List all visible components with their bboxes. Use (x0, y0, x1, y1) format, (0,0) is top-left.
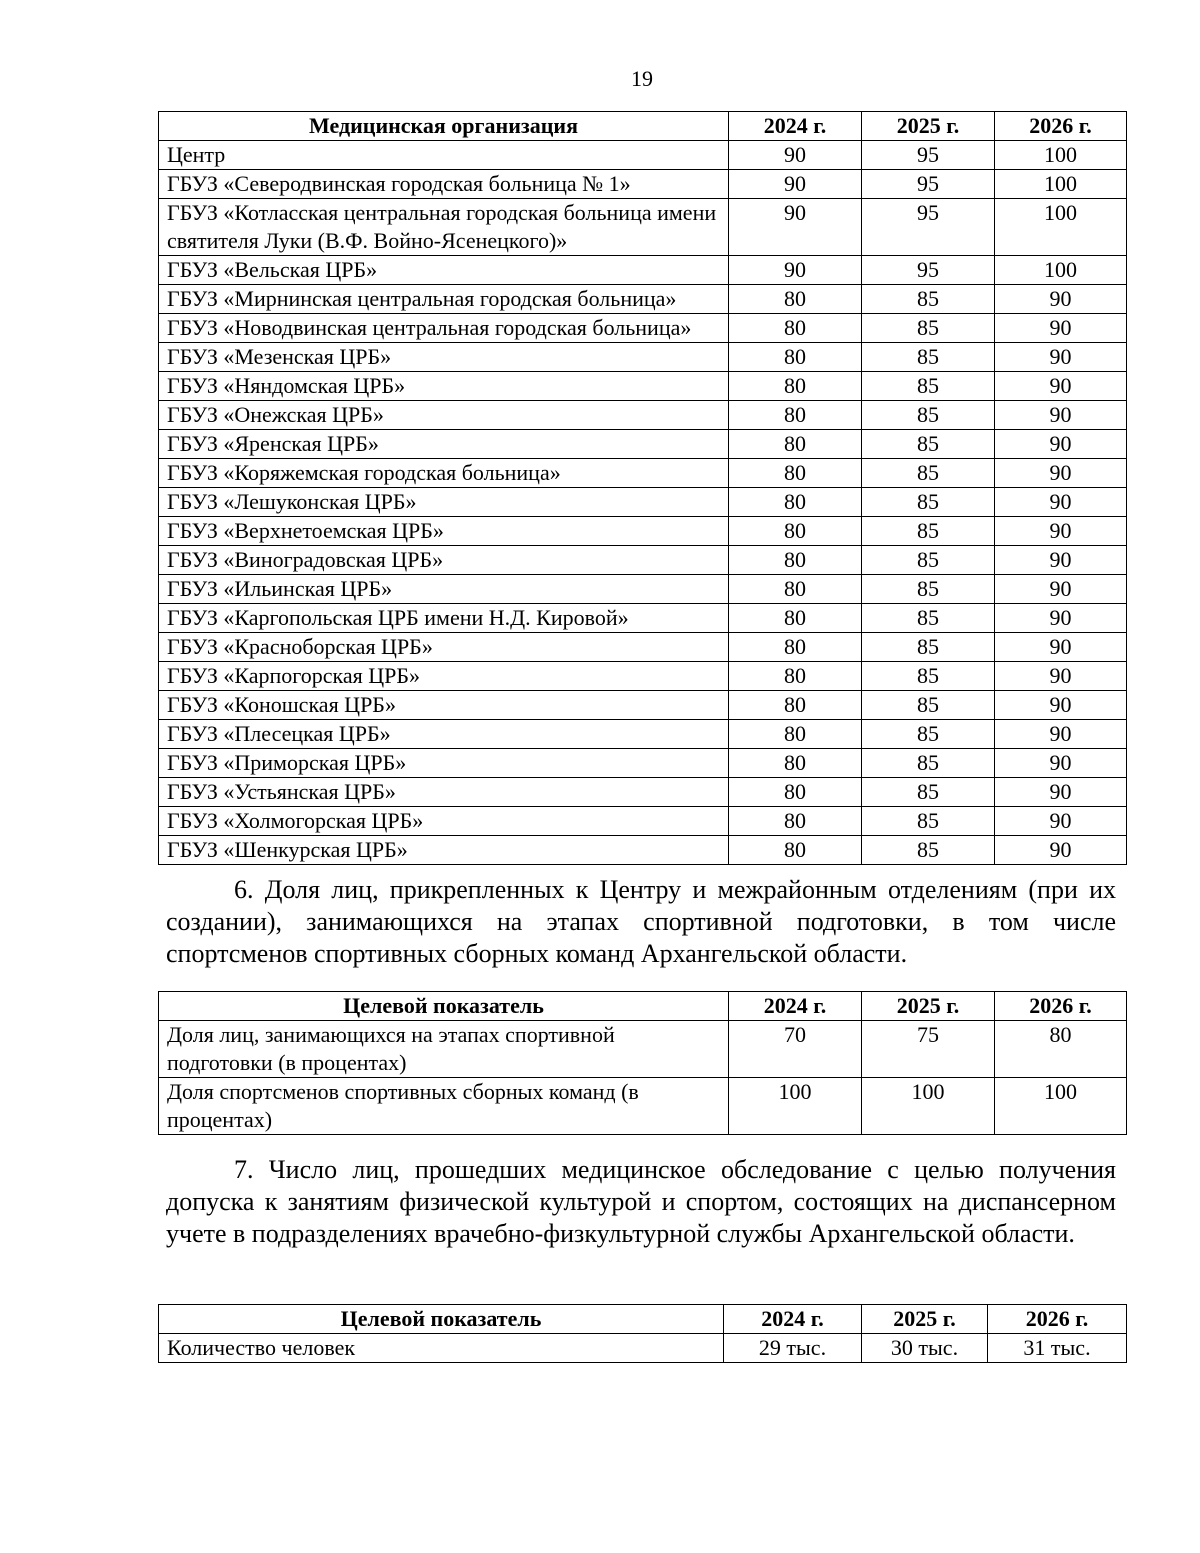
table-row (159, 575, 1127, 604)
table-row (159, 633, 1127, 662)
value-cell: 90 (995, 633, 1127, 662)
table-row (159, 343, 1127, 372)
table-row (159, 141, 1127, 170)
value-cell: 85 (862, 749, 995, 778)
row-label-cell: Центр (159, 141, 729, 170)
table-row (159, 807, 1127, 836)
value-cell: 100 (995, 256, 1127, 285)
value-cell: 90 (995, 749, 1127, 778)
row-label-cell: ГБУЗ «Виноградовская ЦРБ» (159, 546, 729, 575)
value-cell: 85 (862, 633, 995, 662)
column-header: Медицинская организация (159, 112, 729, 141)
value-cell: 90 (995, 604, 1127, 633)
value-cell: 80 (729, 285, 862, 314)
value-cell: 80 (995, 1021, 1127, 1078)
column-header: 2025 г. (862, 1305, 988, 1334)
value-cell: 95 (862, 256, 995, 285)
value-cell: 30 тыс. (862, 1334, 988, 1363)
row-label-cell: ГБУЗ «Каргопольская ЦРБ имени Н.Д. Кировой» (159, 604, 729, 633)
value-cell: 85 (862, 807, 995, 836)
table-body (159, 1334, 1127, 1363)
row-label-cell: ГБУЗ «Няндомская ЦРБ» (159, 372, 729, 401)
value-cell: 85 (862, 488, 995, 517)
table-row (159, 604, 1127, 633)
medical-organizations-table (158, 111, 1127, 865)
value-cell: 90 (995, 778, 1127, 807)
table-row (159, 1334, 1127, 1363)
value-cell: 100 (862, 1078, 995, 1135)
value-cell: 80 (729, 343, 862, 372)
value-cell: 80 (729, 459, 862, 488)
column-header: Целевой показатель (159, 1305, 724, 1334)
value-cell: 31 тыс. (988, 1334, 1127, 1363)
value-cell: 95 (862, 141, 995, 170)
table-header-row (159, 992, 1127, 1021)
value-cell: 85 (862, 575, 995, 604)
table-row (159, 778, 1127, 807)
value-cell: 95 (862, 199, 995, 256)
value-cell: 90 (995, 285, 1127, 314)
row-label-cell: ГБУЗ «Лешуконская ЦРБ» (159, 488, 729, 517)
column-header: 2024 г. (724, 1305, 862, 1334)
value-cell: 85 (862, 691, 995, 720)
value-cell: 85 (862, 285, 995, 314)
table-row (159, 256, 1127, 285)
table-row (159, 720, 1127, 749)
value-cell: 90 (995, 372, 1127, 401)
value-cell: 85 (862, 343, 995, 372)
row-label-cell: ГБУЗ «Приморская ЦРБ» (159, 749, 729, 778)
value-cell: 90 (995, 343, 1127, 372)
table-row (159, 199, 1127, 256)
row-label-cell: ГБУЗ «Верхнетоемская ЦРБ» (159, 517, 729, 546)
value-cell: 100 (995, 141, 1127, 170)
table-body (159, 1021, 1127, 1135)
value-cell: 85 (862, 604, 995, 633)
row-label-cell: ГБУЗ «Ильинская ЦРБ» (159, 575, 729, 604)
column-header: Целевой показатель (159, 992, 729, 1021)
row-label-cell: ГБУЗ «Устьянская ЦРБ» (159, 778, 729, 807)
table-row (159, 1078, 1127, 1135)
row-label-cell: Доля спортсменов спортивных сборных команд (в процентах) (159, 1078, 729, 1135)
table-row (159, 662, 1127, 691)
column-header: 2025 г. (862, 992, 995, 1021)
value-cell: 85 (862, 836, 995, 865)
value-cell: 70 (729, 1021, 862, 1078)
table-row (159, 314, 1127, 343)
row-label-cell: ГБУЗ «Северодвинская городская больница № 1» (159, 170, 729, 199)
value-cell: 85 (862, 720, 995, 749)
value-cell: 90 (995, 546, 1127, 575)
table-body (159, 141, 1127, 865)
value-cell: 90 (995, 459, 1127, 488)
column-header: 2024 г. (729, 112, 862, 141)
row-label-cell: Доля лиц, занимающихся на этапах спортивной подготовки (в процентах) (159, 1021, 729, 1078)
row-label-cell: ГБУЗ «Новодвинская центральная городская больница» (159, 314, 729, 343)
value-cell: 80 (729, 401, 862, 430)
row-label-cell: Количество человек (159, 1334, 724, 1363)
value-cell: 95 (862, 170, 995, 199)
value-cell: 100 (729, 1078, 862, 1135)
row-label-cell: ГБУЗ «Мезенская ЦРБ» (159, 343, 729, 372)
value-cell: 100 (995, 199, 1127, 256)
value-cell: 80 (729, 807, 862, 836)
value-cell: 75 (862, 1021, 995, 1078)
column-header: 2026 г. (995, 112, 1127, 141)
row-label-cell: ГБУЗ «Коряжемская городская больница» (159, 459, 729, 488)
table-row (159, 488, 1127, 517)
table-row (159, 1021, 1127, 1078)
value-cell: 85 (862, 778, 995, 807)
value-cell: 80 (729, 575, 862, 604)
value-cell: 80 (729, 749, 862, 778)
table-header-row (159, 112, 1127, 141)
row-label-cell: ГБУЗ «Шенкурская ЦРБ» (159, 836, 729, 865)
value-cell: 90 (995, 401, 1127, 430)
row-label-cell: ГБУЗ «Карпогорская ЦРБ» (159, 662, 729, 691)
value-cell: 29 тыс. (724, 1334, 862, 1363)
value-cell: 100 (995, 1078, 1127, 1135)
table-row (159, 546, 1127, 575)
value-cell: 80 (729, 430, 862, 459)
table-row (159, 836, 1127, 865)
value-cell: 85 (862, 401, 995, 430)
value-cell: 90 (729, 199, 862, 256)
row-label-cell: ГБУЗ «Коношская ЦРБ» (159, 691, 729, 720)
table-row (159, 459, 1127, 488)
row-label-cell: ГБУЗ «Онежская ЦРБ» (159, 401, 729, 430)
table-row (159, 285, 1127, 314)
value-cell: 90 (995, 807, 1127, 836)
table-row (159, 372, 1127, 401)
value-cell: 85 (862, 430, 995, 459)
row-label-cell: ГБУЗ «Мирнинская центральная городская больница» (159, 285, 729, 314)
value-cell: 90 (995, 836, 1127, 865)
row-label-cell: ГБУЗ «Плесецкая ЦРБ» (159, 720, 729, 749)
value-cell: 80 (729, 314, 862, 343)
value-cell: 80 (729, 778, 862, 807)
table-row (159, 691, 1127, 720)
value-cell: 80 (729, 517, 862, 546)
column-header: 2026 г. (995, 992, 1127, 1021)
value-cell: 80 (729, 691, 862, 720)
value-cell: 90 (995, 691, 1127, 720)
value-cell: 85 (862, 459, 995, 488)
table-row (159, 517, 1127, 546)
value-cell: 80 (729, 720, 862, 749)
column-header: 2025 г. (862, 112, 995, 141)
row-label-cell: ГБУЗ «Холмогорская ЦРБ» (159, 807, 729, 836)
page-number: 19 (631, 66, 653, 91)
value-cell: 85 (862, 662, 995, 691)
table-row (159, 401, 1127, 430)
value-cell: 85 (862, 372, 995, 401)
column-header: 2024 г. (729, 992, 862, 1021)
value-cell: 85 (862, 314, 995, 343)
value-cell: 85 (862, 517, 995, 546)
value-cell: 80 (729, 633, 862, 662)
paragraph-6: 6. Доля лиц, прикрепленных к Центру и межрайонным отделениям (при их создании), занимающихся на этапах спортивной подготовки, в том числе спортсменов спортивных сборных команд Архангельской области. (166, 875, 1116, 968)
row-label-cell: ГБУЗ «Яренская ЦРБ» (159, 430, 729, 459)
value-cell: 90 (995, 517, 1127, 546)
column-header: 2026 г. (988, 1305, 1127, 1334)
value-cell: 80 (729, 604, 862, 633)
value-cell: 100 (995, 170, 1127, 199)
value-cell: 80 (729, 836, 862, 865)
value-cell: 90 (995, 662, 1127, 691)
value-cell: 85 (862, 546, 995, 575)
value-cell: 90 (995, 720, 1127, 749)
value-cell: 90 (995, 314, 1127, 343)
table-header-row (159, 1305, 1127, 1334)
value-cell: 90 (995, 488, 1127, 517)
value-cell: 90 (729, 170, 862, 199)
value-cell: 90 (729, 141, 862, 170)
row-label-cell: ГБУЗ «Вельская ЦРБ» (159, 256, 729, 285)
table-row (159, 430, 1127, 459)
table-row (159, 749, 1127, 778)
value-cell: 90 (729, 256, 862, 285)
value-cell: 80 (729, 546, 862, 575)
value-cell: 90 (995, 575, 1127, 604)
row-label-cell: ГБУЗ «Котласская центральная городская больница имени святителя Луки (В.Ф. Войно-Ясенецкого)» (159, 199, 729, 256)
table-row (159, 170, 1127, 199)
row-label-cell: ГБУЗ «Красноборская ЦРБ» (159, 633, 729, 662)
target-indicator-table-sports (158, 991, 1127, 1135)
value-cell: 80 (729, 662, 862, 691)
target-indicator-table-medical-exam (158, 1304, 1127, 1363)
paragraph-7: 7. Число лиц, прошедших медицинское обследование с целью получения допуска к занятиям физической культурой и спортом, состоящих на диспансерном учете в подразделениях врачебно-физкультурной службы Архангельской области. (166, 1155, 1116, 1248)
value-cell: 80 (729, 372, 862, 401)
value-cell: 90 (995, 430, 1127, 459)
value-cell: 80 (729, 488, 862, 517)
